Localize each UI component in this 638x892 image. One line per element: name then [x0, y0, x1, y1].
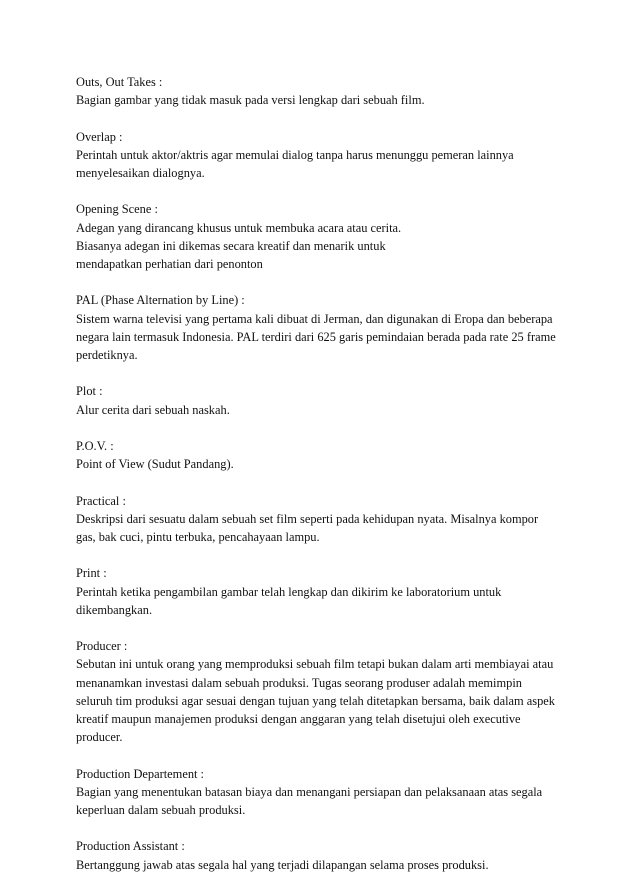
glossary-entry: [76, 73, 576, 109]
glossary-entry: [76, 128, 576, 183]
glossary-definition-line: Bagian yang menentukan batasan biaya dan menangani persiapan dan pelaksanaan atas segala: [76, 784, 543, 799]
glossary-entry: [76, 637, 576, 746]
glossary-entry: [76, 200, 576, 273]
glossary-definition-line: kreatif maupun manajemen produksi dengan anggaran yang telah disetujui oleh executive: [76, 711, 521, 726]
glossary-definition-line: mendapatkan perhatian dari penonton: [76, 257, 263, 271]
glossary-term: Plot :: [76, 384, 103, 399]
glossary-entry: [76, 492, 576, 547]
glossary-term: P.O.V. :: [76, 438, 114, 453]
glossary-definition-line: seluruh tim produksi agar sesuai dengan tujuan yang telah ditetapkan bersama, baik dalam aspek: [76, 693, 555, 708]
glossary-definition-line: Sistem warna televisi yang pertama kali dibuat di Jerman, dan digunakan di Eropa dan beberapa: [76, 311, 553, 326]
glossary-term: Producer :: [76, 639, 128, 654]
glossary-content: [76, 73, 576, 892]
glossary-definition-line: menanamkan investasi dalam sebuah produksi. Tugas seorang produser adalah memimpin: [76, 675, 522, 690]
glossary-entry: [76, 765, 576, 820]
glossary-definition-line: Perintah ketika pengambilan gambar telah lengkap dan dikirim ke laboratorium untuk: [76, 584, 502, 599]
glossary-definition-line: negara lain termasuk Indonesia. PAL terdiri dari 625 garis pemindaian berada pada rate 25 frame: [76, 329, 556, 344]
glossary-term: PAL (Phase Alternation by Line) :: [76, 293, 245, 308]
glossary-definition-line: Alur cerita dari sebuah naskah.: [76, 402, 230, 417]
glossary-entry: [76, 291, 576, 364]
glossary-definition-line: dikembangkan.: [76, 602, 153, 617]
glossary-term: Overlap :: [76, 129, 123, 144]
glossary-definition-line: producer.: [76, 730, 123, 745]
glossary-definition-line: menyelesaikan dialognya.: [76, 166, 205, 180]
glossary-entry: [76, 564, 576, 619]
glossary-term: Practical :: [76, 493, 126, 508]
glossary-definition-line: Bertanggung jawab atas segala hal yang terjadi dilapangan selama proses produksi.: [76, 857, 489, 872]
glossary-definition-line: keperluan dalam sebuah produksi.: [76, 802, 246, 817]
glossary-definition-line: Perintah untuk aktor/aktris agar memulai dialog tanpa harus menunggu pemeran lainnya: [76, 147, 514, 162]
glossary-term: Opening Scene :: [76, 202, 158, 217]
glossary-definition-line: Bagian gambar yang tidak masuk pada versi lengkap dari sebuah film.: [76, 93, 425, 108]
glossary-term: Outs, Out Takes :: [76, 75, 163, 89]
glossary-definition-line: Sebutan ini untuk orang yang memproduksi sebuah film tetapi bukan dalam arti membiayai atau: [76, 657, 554, 672]
glossary-definition-line: perdetiknya.: [76, 348, 138, 362]
glossary-term: Print :: [76, 566, 107, 581]
glossary-definition-line: Biasanya adegan ini dikemas secara kreatif dan menarik untuk: [76, 238, 386, 253]
glossary-entry: [76, 437, 576, 473]
glossary-definition-line: Adegan yang dirancang khusus untuk membuka acara atau cerita.: [76, 220, 402, 235]
glossary-entry: [76, 382, 576, 418]
glossary-term: Production Departement :: [76, 766, 205, 781]
glossary-definition-line: gas, bak cuci, pintu terbuka, pencahayaan lampu.: [76, 529, 320, 544]
glossary-definition-line: Point of View (Sudut Pandang).: [76, 457, 234, 472]
glossary-entry: [76, 837, 576, 873]
glossary-definition-line: Deskripsi dari sesuatu dalam sebuah set film seperti pada kehidupan nyata. Misalnya kompor: [76, 511, 539, 526]
glossary-term: Production Assistant :: [76, 839, 185, 854]
